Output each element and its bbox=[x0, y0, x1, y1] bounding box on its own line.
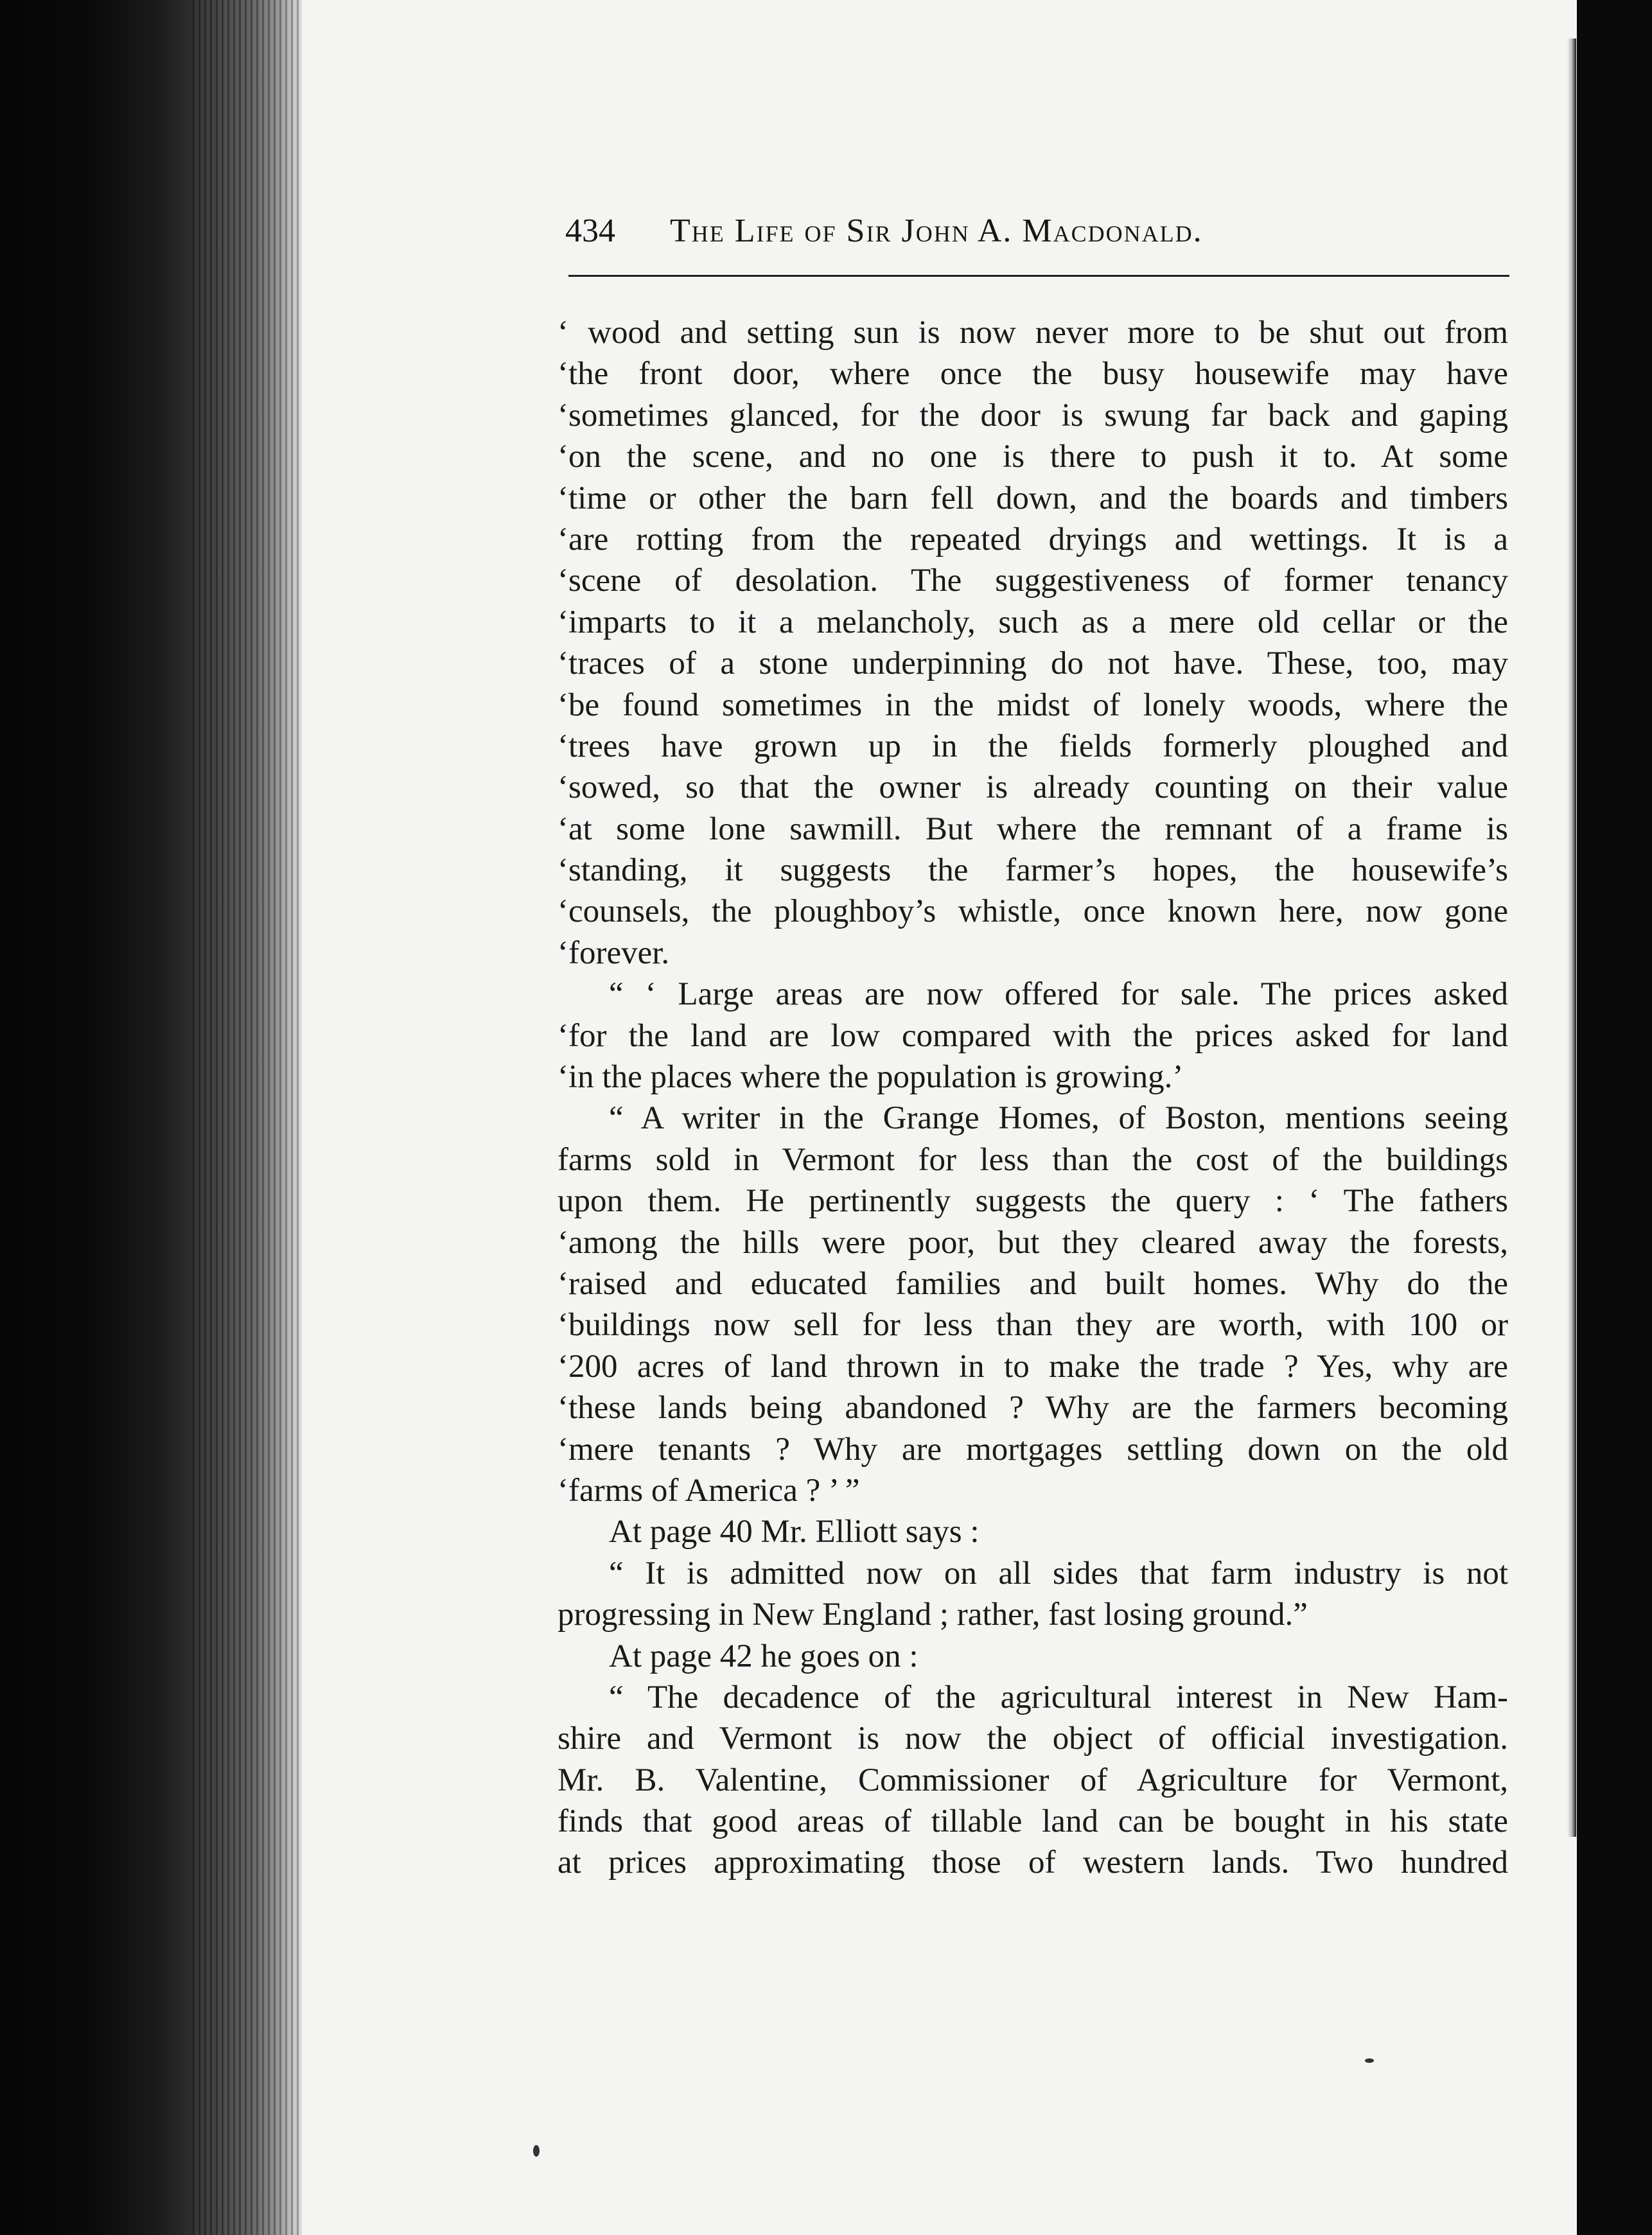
text-line: ‘at some lone sawmill. But where the remnant of a frame is bbox=[558, 811, 1508, 847]
text-line: shire and Vermont is now the object of official investigation. bbox=[558, 1721, 1508, 1757]
text-line: ‘standing, it suggests the farmer’s hopes, the housewife’s bbox=[558, 852, 1508, 889]
running-header bbox=[565, 212, 1529, 250]
text-line: ‘farms of America ? ’ ” bbox=[558, 1472, 860, 1509]
text-line: ‘time or other the barn fell down, and the boards and timbers bbox=[558, 480, 1508, 516]
header-rule bbox=[568, 275, 1509, 277]
text-line: upon them. He pertinently suggests the query : ‘ The fathers bbox=[558, 1183, 1508, 1220]
text-line: ‘in the places where the population is growing.’ bbox=[558, 1059, 1184, 1096]
text-line: “ A writer in the Grange Homes, of Boston, mentions seeing bbox=[609, 1100, 1508, 1137]
text-line: ‘the front door, where once the busy housewife may have bbox=[558, 356, 1508, 392]
text-line: At page 40 Mr. Elliott says : bbox=[609, 1514, 980, 1550]
text-line: farms sold in Vermont for less than the cost of the buildings bbox=[558, 1141, 1508, 1178]
right-background bbox=[1577, 0, 1652, 2235]
text-line: ‘200 acres of land thrown in to make the trade ? Yes, why are bbox=[558, 1348, 1508, 1385]
text-line: progressing in New England ; rather, fast losing ground.” bbox=[558, 1597, 1308, 1633]
text-line: at prices approximating those of western lands. Two hundred bbox=[558, 1845, 1508, 1881]
text-line: ‘be found sometimes in the midst of lonely woods, where the bbox=[558, 687, 1508, 723]
text-line: ‘ wood and setting sun is now never more to be shut out from bbox=[558, 315, 1508, 351]
text-line: “ ‘ Large areas are now offered for sale. The prices asked bbox=[609, 976, 1508, 1013]
text-line: At page 42 he goes on : bbox=[609, 1638, 918, 1674]
text-line: ‘scene of desolation. The suggestiveness of former tenancy bbox=[558, 563, 1508, 599]
text-line: ‘raised and educated families and built homes. Why do the bbox=[558, 1265, 1508, 1302]
text-line: ‘forever. bbox=[558, 934, 670, 971]
text-line: “ It is admitted now on all sides that farm industry is not bbox=[609, 1555, 1508, 1591]
text-line: ‘are rotting from the repeated dryings and wettings. It is a bbox=[558, 521, 1508, 557]
text-line: ‘these lands being abandoned ? Why are the farmers becoming bbox=[558, 1390, 1508, 1426]
text-line: ‘on the scene, and no one is there to push it to. At some bbox=[558, 439, 1508, 475]
text-line: ‘counsels, the ploughboy’s whistle, once known here, now gone bbox=[558, 893, 1508, 930]
text-line: ‘trees have grown up in the fields formerly ploughed and bbox=[558, 728, 1508, 764]
page-body-text bbox=[558, 312, 1508, 1884]
text-line: “ The decadence of the agricultural interest in New Ham- bbox=[609, 1679, 1508, 1715]
text-line: ‘buildings now sell for less than they are worth, with 100 or bbox=[558, 1307, 1508, 1344]
ink-speck bbox=[533, 2145, 540, 2157]
page-edge bbox=[1567, 39, 1576, 1837]
ink-speck bbox=[1365, 2058, 1374, 2063]
running-title: The Life of Sir John A. Macdonald. bbox=[670, 213, 1203, 249]
text-line: ‘sometimes glanced, for the door is swung far back and gaping bbox=[558, 397, 1508, 434]
spine-shadow bbox=[193, 0, 302, 2235]
text-line: ‘traces of a stone underpinning do not have. These, too, may bbox=[558, 645, 1508, 682]
text-line: finds that good areas of tillable land can be bought in his state bbox=[558, 1803, 1508, 1840]
text-line: ‘imparts to it a melancholy, such as a mere old cellar or the bbox=[558, 604, 1508, 640]
text-line: Mr. B. Valentine, Commissioner of Agriculture for Vermont, bbox=[558, 1762, 1508, 1798]
text-line: ‘mere tenants ? Why are mortgages settling down on the old bbox=[558, 1431, 1508, 1468]
text-line: ‘among the hills were poor, but they cleared away the forests, bbox=[558, 1224, 1508, 1261]
page-number: 434 bbox=[565, 213, 615, 249]
text-line: ‘for the land are low compared with the prices asked for land bbox=[558, 1017, 1508, 1054]
text-line: ‘sowed, so that the owner is already counting on their value bbox=[558, 769, 1508, 806]
